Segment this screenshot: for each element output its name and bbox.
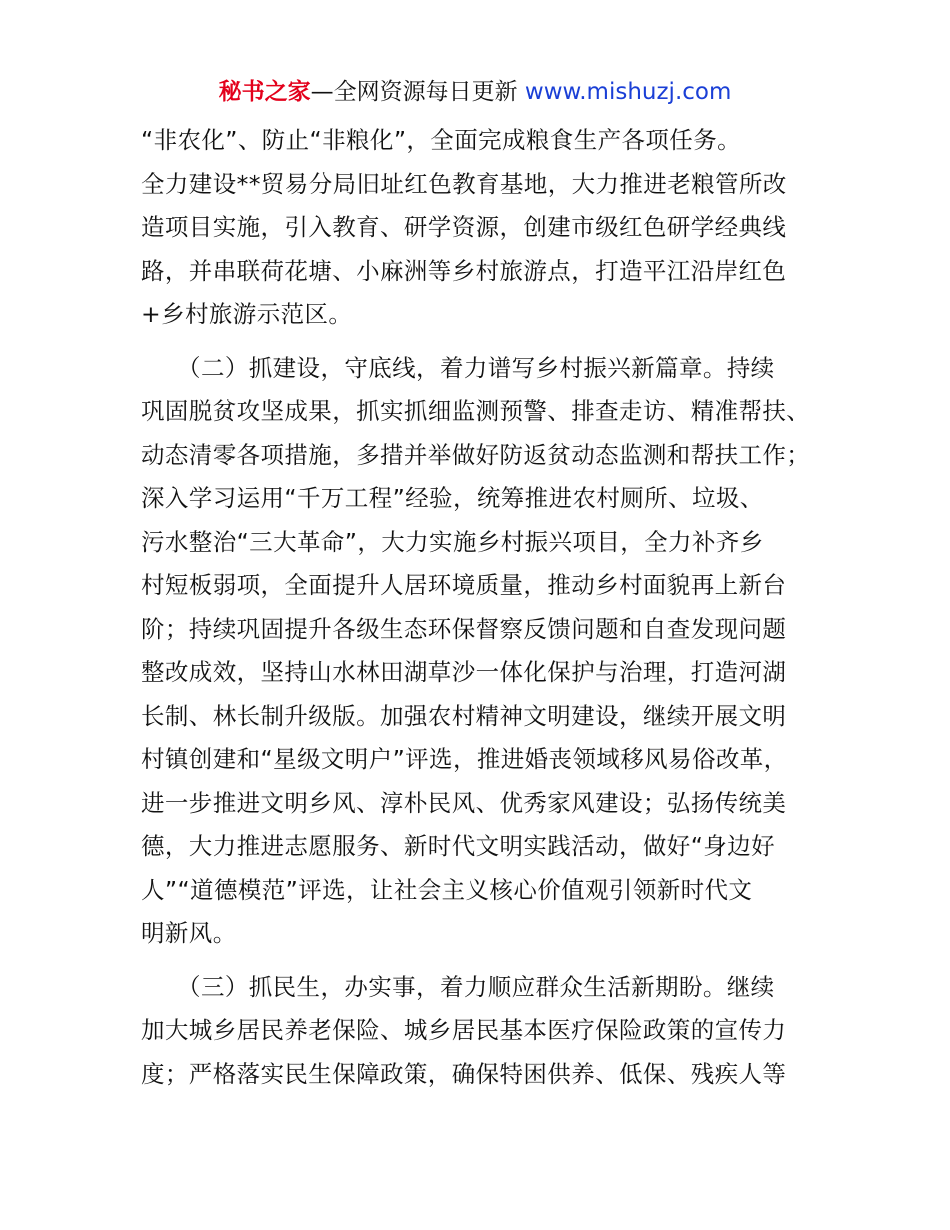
text-line: 动态清零各项措施，多措并举做好防返贫动态监测和帮扶工作； (141, 440, 811, 469)
text-line: 明新风。 (141, 919, 237, 947)
text-line: “非农化”、防止“非粮化”，全面完成粮食生产各项任务。 (141, 126, 741, 154)
text-line: 村镇创建和“星级文明户”评选，推进婚丧领域移风易俗改革， (141, 745, 788, 773)
text-line: 度；严格落实民生保障政策，确保特困供养、低保、残疾人等 (141, 1059, 787, 1088)
page-header (0, 76, 950, 108)
text-line: 村短板弱项，全面提升人居环境质量，推动乡村面貌再上新台 (141, 571, 787, 599)
text-line: +乡村旅游示范区。 (141, 300, 353, 328)
text-line: 造项目实施，引入教育、研学资源，创建市级红色研学经典线 (141, 213, 787, 241)
section-two-heading-line: （二）抓建设，守底线，着力谱写乡村振兴新篇章。持续 (141, 353, 775, 382)
text-line: 德，大力推进志愿服务、新时代文明实践活动，做好“身边好 (141, 832, 775, 860)
text-line: 长制、林长制升级版。加强农村精神文明建设，继续开展文明 (141, 701, 787, 730)
text-line: 巩固脱贫攻坚成果，抓实抓细监测预警、排查走访、精准帮扶、 (141, 397, 811, 425)
site-tagline: —全网资源每日更新 (310, 79, 525, 105)
text-line: 进一步推进文明乡风、淳朴民风、优秀家风建设；弘扬传统美 (141, 788, 787, 817)
text-line: 整改成效，坚持山水林田湖草沙一体化保护与治理，打造河湖 (141, 658, 787, 686)
site-url[interactable]: www.mishuzj.com (524, 79, 732, 105)
site-brand: 秘书之家 (218, 79, 311, 105)
text-line: 深入学习运用“千万工程”经验，统筹推进农村厕所、垃圾、 (141, 484, 764, 512)
text-line: 路，并串联荷花塘、小麻洲等乡村旅游点，打造平江沿岸红色 (141, 256, 787, 285)
text-line: 全力建设**贸易分局旧址红色教育基地，大力推进老粮管所改 (141, 169, 787, 198)
text-line: 阶；持续巩固提升各级生态环保督察反馈问题和自查发现问题 (141, 614, 787, 643)
text-line: 污水整治“三大革命”，大力实施乡村振兴项目，全力补齐乡 (141, 527, 764, 556)
document-body (141, 119, 841, 1096)
text-line: 人”“道德模范”评选，让社会主义核心价值观引领新时代文 (141, 875, 753, 904)
text-line: 加大城乡居民养老保险、城乡居民基本医疗保险政策的宣传力 (141, 1016, 787, 1044)
section-three-heading-line: （三）抓民生，办实事，着力顺应群众生活新期盼。继续 (141, 972, 775, 1001)
